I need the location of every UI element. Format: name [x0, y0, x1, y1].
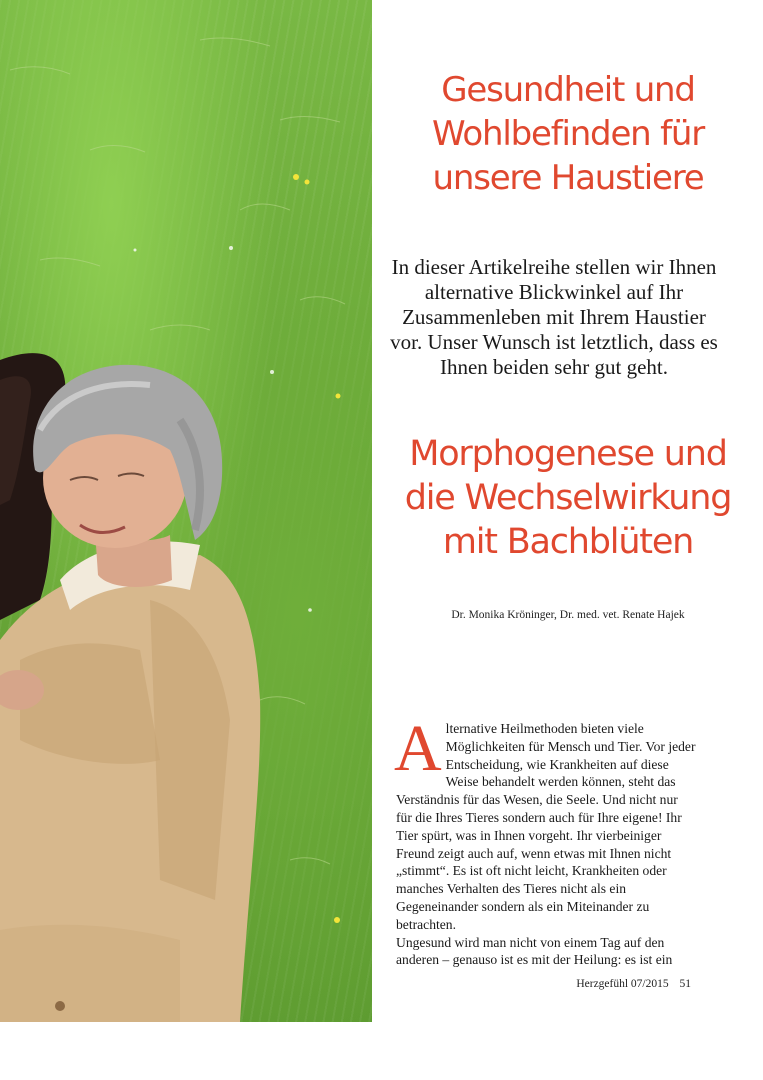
section-title-line: unsere Haustiere — [432, 158, 704, 198]
section-title — [392, 68, 744, 200]
cover-photo — [0, 0, 372, 1022]
page-footer — [576, 978, 691, 990]
article-title-line: die Wechselwirkung — [404, 478, 732, 518]
section-title-line: Wohlbefinden für — [431, 114, 705, 154]
article-title-line: mit Bachblüten — [442, 522, 694, 562]
drop-cap: A — [394, 712, 442, 785]
section-title-line: Gesundheit und — [441, 70, 695, 110]
author-byline: Dr. Monika Kröninger, Dr. med. vet. Renate Hajek — [451, 609, 685, 621]
article-title-line: Morphogenese und — [409, 434, 727, 474]
body-paragraph: lternative Heilmethoden bieten viele Möglichkeiten für Mensch und Tier. Vor jeder Entscheidung, wie Krankheiten auf diese Weise behandelt werden können, steht das Verständnis für das Wesen, die Seele. Und nicht nur für die Ihres Tieres sondern auch für Ihre eigene! Ihr Tier spürt, was in Ihnen vorgeht. Ihr vierbeiniger Freund zeigt auch auf, wenn etwas mit Ihnen nicht „stimmt“. Es ist oft nicht leicht, Krankheiten oder manches Verhalten des Tieres nicht als ein Gegeneinander sondern als ein Miteinander zu betrachten. — [396, 721, 696, 932]
intro-text: In dieser Artikelreihe stellen wir Ihnen alternative Blickwinkel auf Ihr Zusammenleben mit Ihrem Haustier vor. Unser Wunsch ist letztlich, dass es Ihnen beiden sehr gut geht. — [390, 255, 718, 379]
article-column — [372, 0, 763, 1080]
article-body — [394, 712, 696, 969]
page-number: 51 — [679, 978, 691, 990]
article-title — [392, 432, 744, 564]
body-paragraph: Ungesund wird man nicht von einem Tag auf den anderen – genauso ist es mit der Heilung: es ist ein — [396, 934, 673, 968]
photo-illustration — [0, 0, 372, 1022]
magazine-issue: Herzgefühl 07/2015 — [576, 978, 669, 990]
